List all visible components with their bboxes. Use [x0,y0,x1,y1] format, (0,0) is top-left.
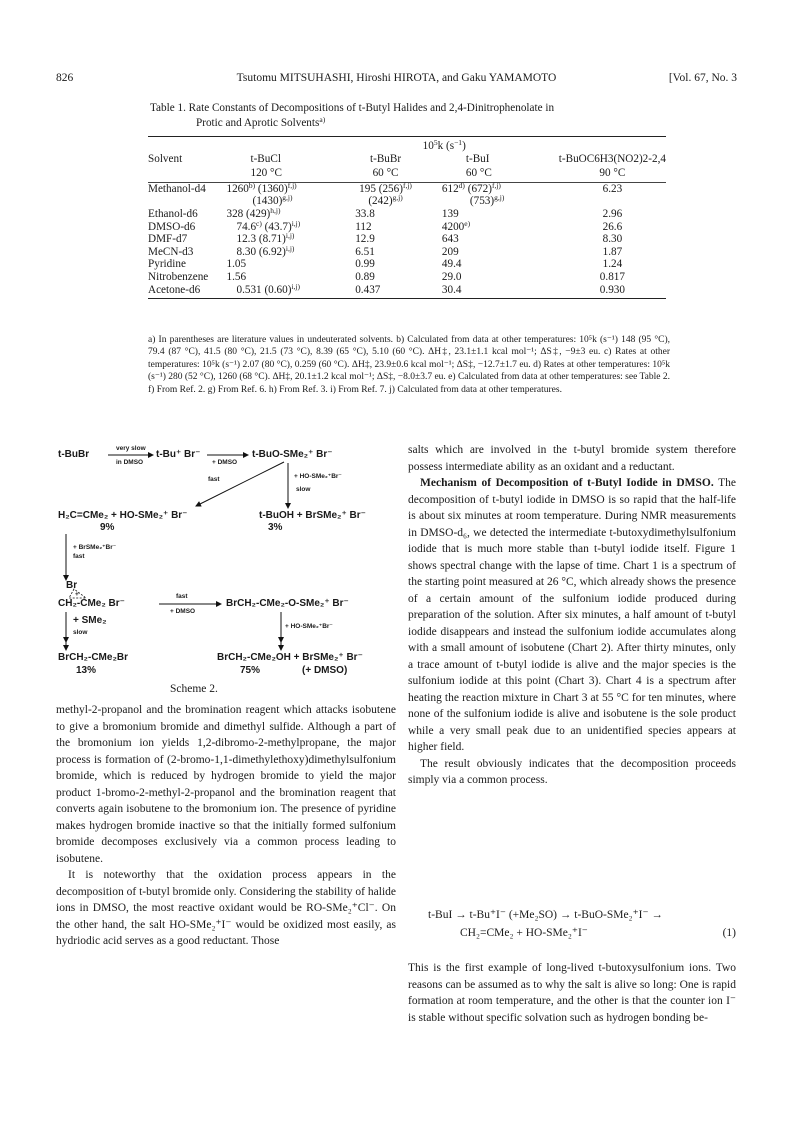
scheme-bromo-alcohol-yield: 75% [240,665,261,676]
footnote-mark: g,j) [392,193,403,203]
tbubr-cell: 33.8 [355,207,375,220]
section-heading: Mechanism of Decomposition of t-Butyl Iodide in DMSO. [420,477,714,489]
solvent-cell: MeCN-d3 [148,245,194,258]
tbui-cell: 29.0 [441,270,462,283]
scheme-slow-2: slow [73,629,88,636]
scheme-isobutene-yield: 9% [100,522,115,533]
left-column [56,702,396,950]
tbui-cell: 209 [441,245,459,258]
footnote-mark: f,j) [491,180,501,190]
tbui-cell: 30.4 [424,284,559,299]
footnote-mark: d) [458,180,465,190]
tbubr-cell: 0.89 [355,270,375,283]
tbui-cell: 139 [441,207,459,220]
col-header-temp: 60 °C [347,165,424,182]
scheme-plus-dmso-2: + DMSO [170,608,196,615]
right-column [408,442,736,789]
solvent-cell: Acetone-d6 [148,284,222,299]
right-paragraph-3: The result obviously indicates that the decomposition proceeds simply via a common process. [408,757,736,786]
scheme-hbr-reagent: + HO-SMe₂⁺Br⁻ [294,473,342,480]
scheme-isobutene: H₂C=CMe₂ + HO-SMe₂⁺ Br⁻ [58,510,188,521]
right-paragraph-1: salts which are involved in the t-butyl bromide system therefore possess intermediate ability as an oxidant and a reductant. [408,444,736,473]
value: (43.7) [261,220,292,233]
value: 12.3 (8.71) [236,233,286,246]
scheme-dibromide-yield: 13% [76,665,97,676]
footnote-mark: i,j) [291,281,301,291]
scheme-ion-pair: t-Bu⁺ Br⁻ [156,449,201,460]
footnote-mark: c) [256,218,262,228]
scheme-caption: Scheme 2. [170,683,218,695]
value: 612 [441,182,459,195]
solvent-cell: Pyridine [148,258,186,271]
table-caption-line1: Table 1. Rate Constants of Decompositions of t-Butyl Halides and 2,4-Dinitrophenolate in [150,102,555,114]
dnp-cell: 0.930 [559,284,666,299]
scheme-bromo-alcohol: BrCH₂-CMe₂OH + BrSMe₂⁺ Br⁻ [217,652,363,663]
value: 1260 [226,182,249,195]
scheme-hbr-reagent-2: + HO-SMe₂⁺Br⁻ [285,623,333,630]
footnote-mark: f,j) [287,180,297,190]
col-header-compound: t-BuCl [250,152,281,165]
scheme-dibromide: BrCH₂-CMe₂Br [58,652,128,663]
footnote-mark: e) [464,218,471,228]
scheme-plus-dmso-3: (+ DMSO) [302,665,348,676]
dnp-cell: 2.96 [602,207,623,220]
scheme-brsme-reagent: + BrSMe₂⁺Br⁻ [73,544,117,551]
dnp-cell: 26.6 [602,220,623,233]
col-header-compound: t-BuOC6H3(NO2)2-2,4 [558,152,666,165]
equation-line-2-text: CH₂=CMe₂ + HO-SMe₂⁺I⁻ [460,927,588,939]
col-header-temp: 90 °C [559,165,666,182]
footnote-mark: b) [248,180,256,190]
right-paragraph-4: This is the first example of long-lived t-butoxysulfonium ions. Two reasons can be assumed as to why the salt is alive so long: One is rapid formation at room temperature, and the other is that the counter ion I⁻ is stable without specific solvation such as hydrogen bonding be- [408,962,736,1024]
page-number: 826 [56,72,74,84]
value: (1360) [255,182,288,195]
solvent-header: Solvent [148,152,183,165]
equation-number: (1) [722,927,736,939]
solvent-cell: DMSO-d6 [148,220,196,233]
footnote-mark: g,j) [282,193,293,203]
footnote-mark: i,j) [285,231,295,241]
footnote-mark: h,j) [270,205,281,215]
equation-line-1: t-BuI → t-Bu⁺I⁻ (+Me₂SO) → t-BuO-SMe₂⁺I⁻ → [428,909,663,921]
scheme-in-dmso: in DMSO [116,459,144,466]
value: (242) [368,195,393,208]
left-paragraph-1: methyl-2-propanol and the bromination reagent which attacks isobutene to give a bromonium bromide and dimethyl sulfide. Although a part of the bromonium ion yields 1,2-dibromo-2-methylpropane, the major process is formation of (2-bromo-1,1-dimethylethoxy)dimethylsulfonium bromide, which is reduced by hydrogen bromide to yield the major product 1-bromo-2-methyl-2-propanol and the bromination reagent that converts again isobutene to the bromonium ion. The presence of pyridine makes hydrogen bromide inactive so that the initially formed sulfonium bromide decomposes exclusively via a common process leading to isobutene. [56,704,396,865]
caption-footnote-mark: a) [319,114,326,124]
rate-header-exp: 5 [433,138,438,147]
footnote-mark: i,j) [291,218,301,228]
solvent-cell: DMF-d7 [148,233,188,246]
rate-header-exp2: −1 [454,138,463,147]
scheme-bromonium: CH₂-CMe₂ Br⁻ [58,598,125,609]
tbubr-cell: 0.99 [355,258,375,271]
footnote-mark: f,j) [402,180,412,190]
footnote-mark: i,j) [285,243,295,253]
dnp-cell: 6.23 [602,182,623,195]
volume-label: [Vol. 67, No. 3 [668,72,737,84]
right-paragraph-2-text: The decomposition of t-butyl iodide in DMSO is so rapid that the half-life is about six minutes at room temperature. During NMR measurements in DMSO-d₆, we detected the intermediate t-butoxydimethylsulfonium iodide that is much more stable than t-butyl iodide itself. Figure 1 shows spectral change with the lapse of time. Chart 1 is a spectrum of the starting point measured at 26 °C, which already shows the presence of a certain amount of the sulfonium iodide produced during preparation of the solution. After six minutes, a half amount of t-butyl iodide disappears and instead the sulfonium iodide accumulates along with a small amount of isobutene (Chart 2). After thirty minutes, only a trace amount of t-butyl iodide is alive and the major species is the sulfonium iodide at this point (Chart 3). Chart 4 is a spectrum after heating the reaction mixture in Chart 3 at 55 °C for ten minutes, where none of the sulfonium iodide is alive and isobutene is the sole product while a very small peak due to an unidentified species appears at higher field. [408,477,737,753]
scheme-tbuoh: t-BuOH + BrSMe₂⁺ Br⁻ [259,510,366,521]
tbubr-cell: 12.9 [355,233,375,246]
tbui-cell: 643 [441,233,459,246]
value: 4200 [441,220,465,233]
footnote-mark: g,j) [494,193,505,203]
col-header-compound: t-BuI [465,152,490,165]
table-footnotes: a) In parentheses are literature values in undeuterated solvents. b) Calculated from data at other temperatures: 10⁵k (s⁻¹) 148 (95 °C), 79.4 (87 °C), 41.5 (80 °C), 21.5 (73 °C), 8.39 (65 °C), 5.10 (60 °C). ΔH‡, 23.1±1.1 kcal mol⁻¹; ΔS‡, −9±3 eu. c) Rates at other temperatures: 10⁵k (s⁻¹) 2.07 (80 °C), 0.259 (60 °C). ΔH‡, 23.9±0.6 kcal mol⁻¹; ΔS‡, −12.7±1.7 eu. d) Rates at other temperatures: 10⁵k (s⁻¹) 280 (52 °C), 1260 (68 °C). ΔH‡, 20.1±1.2 kcal mol⁻¹; ΔS‡, −8.0±3.7 eu. e) Calculated from data at other temperatures: see Table 2. f) From Ref. 2. g) From Ref. 6. h) From Ref. 3. i) From Ref. 7. j) Calculated from data at other temperatures. [148,335,670,395]
value: 328 (429) [226,207,271,220]
equation-1 [408,906,736,942]
equation-line-2 [408,924,736,942]
solvent-cell: Ethanol-d6 [148,207,198,220]
author-line: Tsutomu MITSUHASHI, Hiroshi HIROTA, and Gaku YAMAMOTO [236,72,557,84]
scheme-fast: fast [208,476,220,483]
scheme-bromo-sulfonium: BrCH₂-CMe₂-O-SMe₂⁺ Br⁻ [226,598,349,609]
right-column-end [408,960,736,1026]
scheme-slow: slow [296,486,311,493]
value: (1430) [252,195,283,208]
scheme-very-slow: very slow [116,445,146,452]
scheme-fast-2: fast [73,553,85,560]
value: 0.531 (0.60) [236,283,292,296]
value: (753) [469,195,495,208]
tbucl-cell: 1.56 [226,270,247,283]
dnp-cell: 1.24 [602,258,623,271]
scheme-fast-3: fast [176,593,188,600]
tbui-cell: 49.4 [441,258,462,271]
col-header-compound: t-BuBr [370,152,402,165]
scheme-bromonium-plus: + [75,591,79,598]
dnp-cell: 1.87 [602,245,623,258]
value: (672) [464,182,492,195]
rate-header-end: ) [462,140,466,152]
tbucl-cell: 1.05 [226,258,247,271]
scheme-tbubr: t-BuBr [58,449,90,460]
col-header-temp: 60 °C [424,165,559,182]
scheme-tbuoh-yield: 3% [268,522,283,533]
solvent-cell: Methanol-d4 [148,182,206,195]
solvent-cell: Nitrobenzene [148,270,209,283]
right-paragraph-2 [408,475,736,756]
tbubr-cell: 112 [355,220,372,233]
rate-header-base: 10 [422,140,434,152]
value: 74.6 [236,220,257,233]
scheme-sme2: + SMe₂ [73,615,107,626]
tbubr-cell: 6.51 [355,245,375,258]
value: 195 (256) [359,182,403,195]
table-caption-text: Protic and Aprotic Solvents [196,116,320,129]
scheme-bromonium-br: Br [66,580,78,591]
dnp-cell: 0.817 [599,270,625,283]
scheme-sulfonium: t-BuO-SMe₂⁺ Br⁻ [252,449,333,460]
col-header-temp: 120 °C [222,165,347,182]
tbubr-cell: 0.437 [347,284,424,299]
rate-header-mid: k (s [437,140,455,152]
dnp-cell: 8.30 [602,233,623,246]
value: 8.30 (6.92) [236,245,286,258]
left-paragraph-2: It is noteworthy that the oxidation process appears in the decomposition of t-butyl bromide only. Considering the stability of halide ions in DMSO, the most reactive oxidant would be RO-SMe₂⁺Cl⁻. On the other hand, the salt HO-SMe₂⁺I⁻ would be oxidized most easily, as hydriodic acid serves as a good reductant. Those [56,869,396,947]
scheme-plus-dmso: + DMSO [212,459,238,466]
